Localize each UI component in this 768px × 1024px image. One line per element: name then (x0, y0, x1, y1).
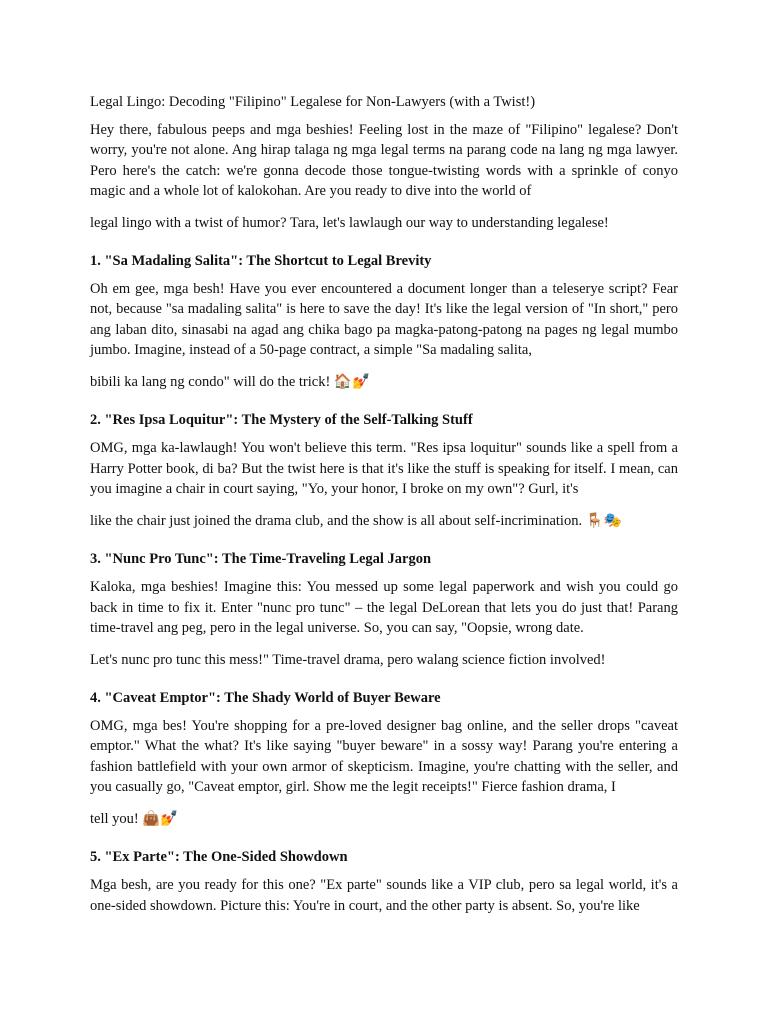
section-paragraph-tail: Let's nunc pro tunc this mess!" Time-travel drama, pero walang science fiction involved! (90, 652, 606, 669)
section-heading: 4. "Caveat Emptor": The Shady World of Buyer Beware (90, 690, 441, 707)
section-4 (90, 688, 678, 829)
section-heading: 3. "Nunc Pro Tunc": The Time-Traveling Legal Jargon (90, 551, 432, 568)
section-paragraph: Mga besh, are you ready for this one? "Ex parte" sounds like a VIP club, pero sa legal world, it's a one-sided showdown. Picture this: You're in court, and the other party is absent. So, you're like (90, 877, 678, 914)
document-title: Legal Lingo: Decoding "Filipino" Legalese for Non-Lawyers (with a Twist!) (90, 94, 536, 110)
section-paragraph-tail: like the chair just joined the drama club, and the show is all about self-incrimination. 🪑🎭 (90, 513, 622, 530)
section-paragraph-tail: tell you! 👜💅 (90, 811, 179, 828)
section-heading: 5. "Ex Parte": The One-Sided Showdown (90, 849, 348, 866)
section-1 (90, 251, 678, 392)
section-paragraph: OMG, mga ka-lawlaugh! You won't believe this term. "Res ipsa loquitur" sounds like a spell from a Harry Potter book, di ba? But the twist here is that it's like the stuff is speaking for itself. I mean, can you imagine a chair in court saying, "Yo, your honor, I broke on my own"? Gurl, it's (90, 440, 678, 497)
intro-paragraph: Hey there, fabulous peeps and mga beshies! Feeling lost in the maze of "Filipino" legalese? Don't worry, you're not alone. Ang hirap talaga ng mga legal terms na parang code na lang ng mga lawyer. Pero here's the catch: we're gonna decode those tongue-twisting words with a sprinkle of conyo magic and a whole lot of kalokohan. Are you ready to dive into the world of (90, 122, 678, 199)
section-5 (90, 847, 678, 916)
intro-paragraph-tail: legal lingo with a twist of humor? Tara, let's lawlaugh our way to understanding legalese! (90, 215, 609, 232)
document-page (90, 92, 678, 916)
section-2 (90, 410, 678, 531)
section-heading: 1. "Sa Madaling Salita": The Shortcut to Legal Brevity (90, 253, 432, 270)
section-3 (90, 549, 678, 670)
section-paragraph: Oh em gee, mga besh! Have you ever encountered a document longer than a teleserye script? Fear not, because "sa madaling salita" is here to save the day! It's like the legal version of "In short," pero ang laban dito, sinasabi na agad ang chika bago pa magka-patong-patong na pages ng legal mumbo jumbo. Imagine, instead of a 50-page contract, a simple "Sa madaling salita, (90, 281, 678, 359)
section-paragraph: OMG, mga bes! You're shopping for a pre-loved designer bag online, and the seller drops "caveat emptor." What the what? It's like saying "buyer beware" in a sossy way! Parang you're entering a fashion battlefield with your own armor of skepticism. Imagine, you're chatting with the seller, and you casually go, "Caveat emptor, girl. Show me the legit receipts!" Fierce fashion drama, I (90, 718, 678, 796)
section-paragraph: Kaloka, mga beshies! Imagine this: You messed up some legal paperwork and wish you could go back in time to fix it. Enter "nunc pro tunc" – the legal DeLorean that lets you do just that! Parang time-travel ang peg, pero in the legal universe. So, you can say, "Oopsie, wrong date. (90, 579, 678, 636)
section-heading: 2. "Res Ipsa Loquitur": The Mystery of the Self-Talking Stuff (90, 412, 473, 429)
section-paragraph-tail: bibili ka lang ng condo" will do the trick! 🏠💅 (90, 374, 371, 391)
